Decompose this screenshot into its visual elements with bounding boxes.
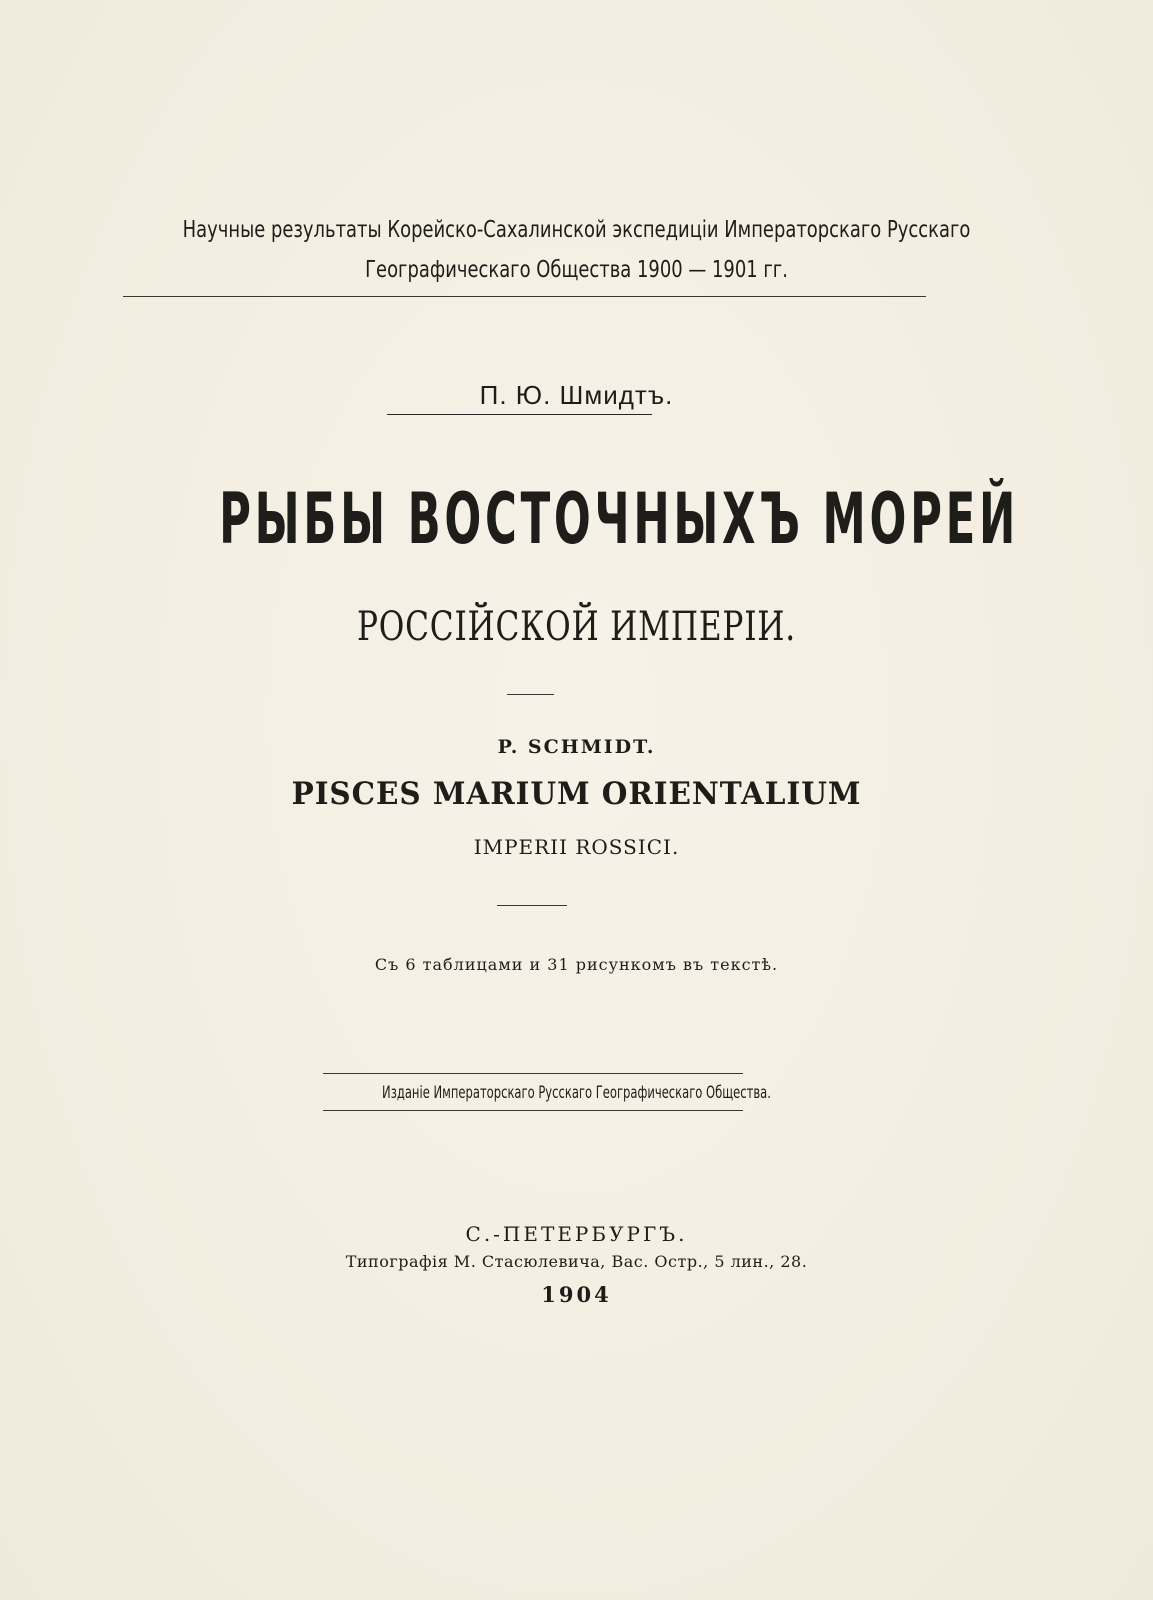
- latin-title-line-1: PISCES MARIUM ORIENTALIUM: [291, 776, 862, 812]
- latin-title-line-2: IMPERII ROSSICI.: [473, 835, 680, 859]
- imprint-year: 1904: [541, 1282, 612, 1307]
- divider-rule-2: [497, 905, 567, 906]
- imprint-printer: Типографія М. Стасюлевича, Вас. Остр., 5 лин., 28.: [345, 1252, 808, 1271]
- main-title-line-2: РОССІЙСКОЙ ИМПЕРІИ.: [357, 604, 796, 650]
- author-latin: P. SCHMIDT.: [497, 736, 656, 758]
- publisher-rule-bottom: [323, 1110, 743, 1111]
- publisher-rule-top: [323, 1073, 743, 1074]
- main-title-line-1: РЫБЫ ВОСТОЧНЫХЪ МОРЕЙ: [219, 478, 1020, 560]
- header-rule: [123, 296, 926, 297]
- divider-rule-1: [507, 694, 554, 695]
- imprint-city: С.-ПЕТЕРБУРГЪ.: [465, 1222, 688, 1246]
- series-title-line-1: Научные результаты Корейско-Сахалинской экспедиціи Императорскаго Русскаго: [182, 217, 971, 243]
- author-underline: [387, 414, 652, 415]
- author-russian: П. Ю. Шмидтъ.: [479, 380, 674, 410]
- series-title-line-2: Географическаго Общества 1900 — 1901 гг.: [365, 257, 788, 283]
- illustrations-note: Съ 6 таблицами и 31 рисункомъ въ текстѣ.: [374, 955, 779, 974]
- publisher-line: Изданіе Императорскаго Русскаго Географическаго Общества.: [382, 1083, 771, 1103]
